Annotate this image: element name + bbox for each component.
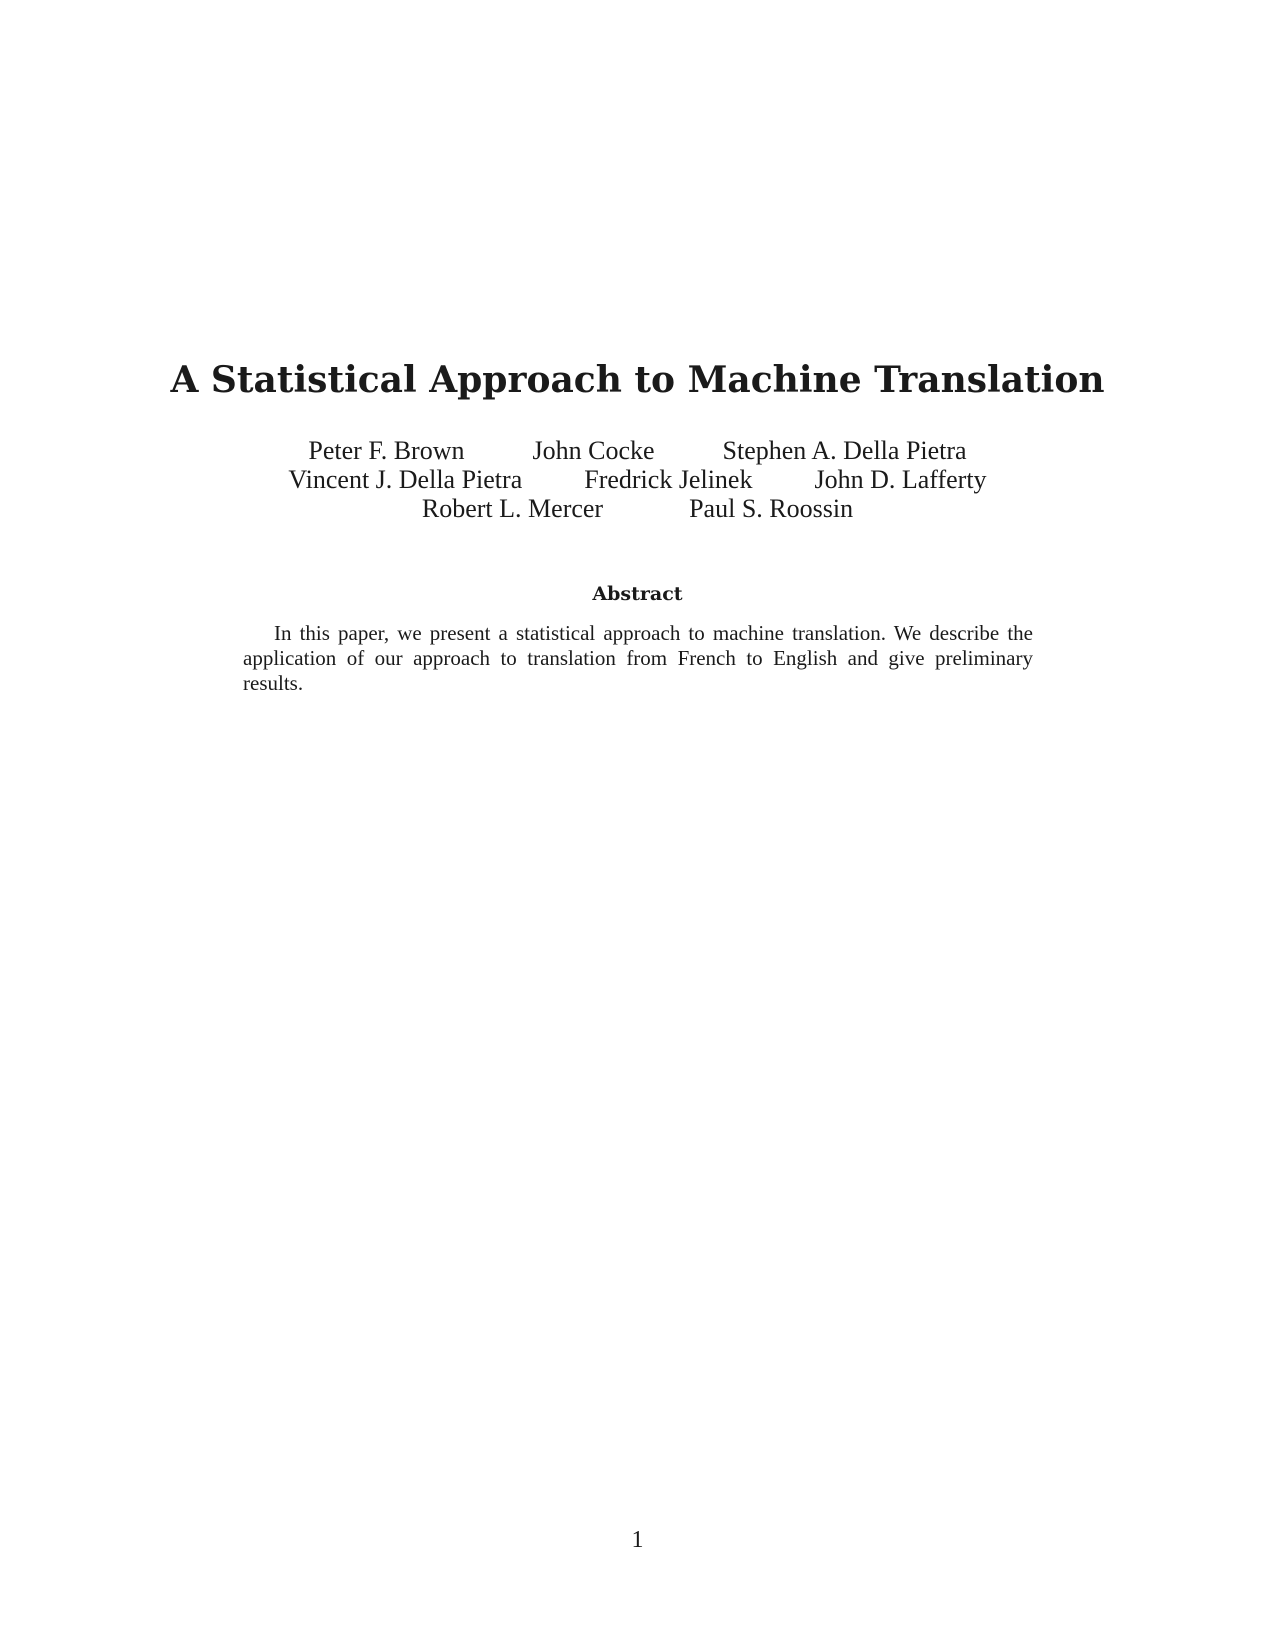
- abstract-text: In this paper, we present a statistical approach to machine translation. We describe the application of our approach to translation from French to English and give preliminary results.: [243, 621, 1033, 695]
- author-name: Peter F. Brown: [308, 436, 465, 465]
- author-name: Robert L. Mercer: [421, 494, 604, 523]
- author-row: [0, 494, 1275, 523]
- author-name: Paul S. Roossin: [689, 494, 854, 523]
- author-row: [0, 465, 1275, 494]
- abstract-heading: Abstract: [592, 583, 683, 605]
- author-name: Fredrick Jelinek: [584, 465, 753, 494]
- author-name: Stephen A. Della Pietra: [722, 436, 967, 465]
- author-name: John Cocke: [532, 436, 655, 465]
- paper-title: A Statistical Approach to Machine Translation: [170, 359, 1105, 401]
- author-row: [0, 436, 1275, 465]
- page-number: 1: [631, 1527, 644, 1553]
- author-list: [0, 436, 1275, 523]
- author-name: John D. Lafferty: [814, 465, 987, 494]
- author-name: Vincent J. Della Pietra: [288, 465, 523, 494]
